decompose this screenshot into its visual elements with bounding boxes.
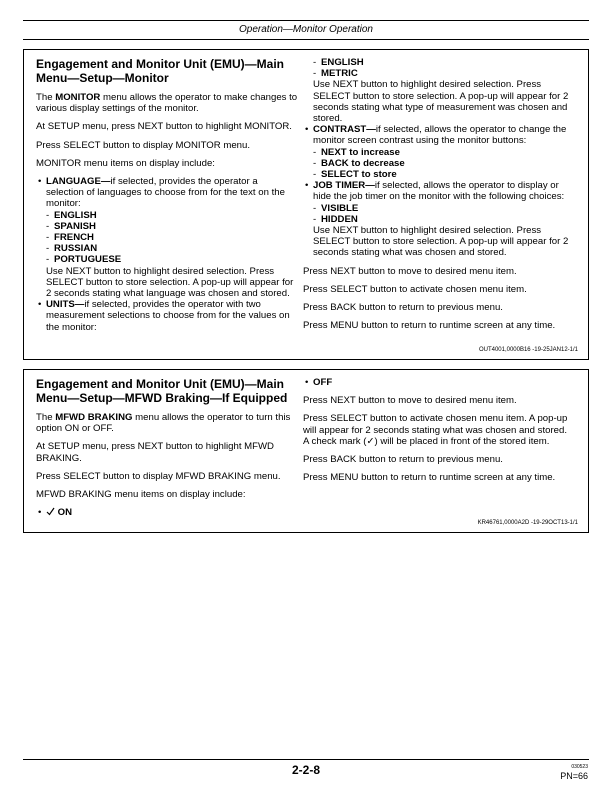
paragraph: Press NEXT button to move to desired menu item. <box>303 265 517 277</box>
off-item: • OFF <box>305 377 333 388</box>
section-monitor-left-column <box>36 57 298 333</box>
units-note: Use NEXT button to highlight desired selection. Press SELECT button to store selection. A pop-up will appear for 2 seconds stating what type of measurement was chosen and stored. <box>313 79 569 125</box>
language-note: Use NEXT button to highlight desired selection. Press SELECT button to store selection. A pop-up will appear for 2 seconds stating what language was chosen and stored. <box>46 265 294 300</box>
language-option: - SPANISH <box>46 220 96 232</box>
page-code: 030523 <box>571 764 588 770</box>
intro-paragraph: The MFWD BRAKING menu allows the operator to turn this option ON or OFF. <box>36 412 291 435</box>
footer-rule <box>23 759 589 760</box>
section-title: Engagement and Monitor Unit (EMU)—Main Menu—Setup—Monitor <box>36 57 284 85</box>
pn-label: PN=66 <box>560 771 588 781</box>
paragraph: MFWD BRAKING menu items on display include: <box>36 489 246 501</box>
paragraph: At SETUP menu, press NEXT button to highlight MFWD BRAKING. <box>36 441 274 464</box>
paragraph: At SETUP menu, press NEXT button to highlight MONITOR. <box>36 121 292 133</box>
bullet-icon: • <box>305 377 309 388</box>
units-item: • UNITS—if selected, provides the operator with two measurement selections to choose from for the values on the monitor: <box>38 299 290 333</box>
bullet-icon: • <box>305 124 309 136</box>
job-timer-note: Use NEXT button to highlight desired selection. Press SELECT button to store selection. A pop-up will appear for 2 seconds stating what was chosen and stored. <box>313 225 569 259</box>
language-option: - FRENCH <box>46 232 94 244</box>
contrast-item: • CONTRAST—if selected, allows the operator to change the monitor screen contrast using the monitor buttons: <box>305 124 567 147</box>
units-option: - METRIC <box>313 68 358 80</box>
section-mfwd-right-column <box>303 377 573 490</box>
section-mfwd-left-column <box>36 377 298 518</box>
paragraph: Press MENU button to return to runtime screen at any time. <box>303 472 556 484</box>
paragraph: Press SELECT button to display MONITOR menu. <box>36 139 250 151</box>
section-monitor-right-column <box>303 57 573 338</box>
reference-code: OUT4001,0000B16 -19-25JAN12-1/1 <box>478 347 578 353</box>
reference-code: KR46761,0000A2D -19-29OCT13-1/1 <box>477 520 578 526</box>
header-rule <box>23 20 589 21</box>
units-option: - ENGLISH <box>313 57 364 68</box>
header-rule-bottom <box>23 39 589 40</box>
section-mfwd-braking <box>23 369 589 533</box>
section-title: Engagement and Monitor Unit (EMU)—Main Menu—Setup—MFWD Braking—If Equipped <box>36 377 288 405</box>
language-item: • LANGUAGE—if selected, provides the operator a selection of languages to choose from for the text on the monitor: <box>38 176 285 210</box>
page-number: 2-2-8 <box>291 763 320 777</box>
bullet-icon: • <box>38 176 42 188</box>
language-option: - ENGLISH <box>46 209 97 221</box>
bullet-icon: • <box>38 299 42 311</box>
contrast-option: - BACK to decrease <box>313 157 405 169</box>
language-option: - RUSSIAN <box>46 243 98 255</box>
paragraph: Press BACK button to return to previous menu. <box>303 454 503 466</box>
on-item: • ON <box>38 507 73 519</box>
job-timer-item: • JOB TIMER—if selected, allows the operator to display or hide the job timer on the monitor with the following choices: <box>305 180 565 203</box>
paragraph: Press MENU button to return to runtime screen at any time. <box>303 320 556 332</box>
intro-paragraph: The MONITOR menu allows the operator to make changes to various display settings of the monitor. <box>36 92 298 115</box>
paragraph: Press BACK button to return to previous menu. <box>303 302 503 314</box>
job-timer-option: - HIDDEN <box>313 213 358 225</box>
language-option: - PORTUGUESE <box>46 254 122 266</box>
paragraph: Press SELECT button to activate chosen menu item. A pop-up will appear for 2 seconds stating what was chosen and stored. A check mark (✓) will be placed in front of the stored item. <box>303 413 568 447</box>
running-head: Operation—Monitor Operation <box>239 24 373 35</box>
paragraph: Press NEXT button to move to desired menu item. <box>303 395 517 407</box>
section-monitor <box>23 49 589 360</box>
job-timer-option: - VISIBLE <box>313 202 359 214</box>
contrast-option: - NEXT to increase <box>313 146 400 158</box>
paragraph: Press SELECT button to activate chosen menu item. <box>303 283 527 295</box>
bullet-icon: • <box>38 507 42 519</box>
paragraph: MONITOR menu items on display include: <box>36 157 215 169</box>
check-mark-icon <box>46 507 55 516</box>
bullet-icon: • <box>305 180 309 192</box>
contrast-option: - SELECT to store <box>313 169 397 181</box>
paragraph: Press SELECT button to display MFWD BRAKING menu. <box>36 470 281 482</box>
